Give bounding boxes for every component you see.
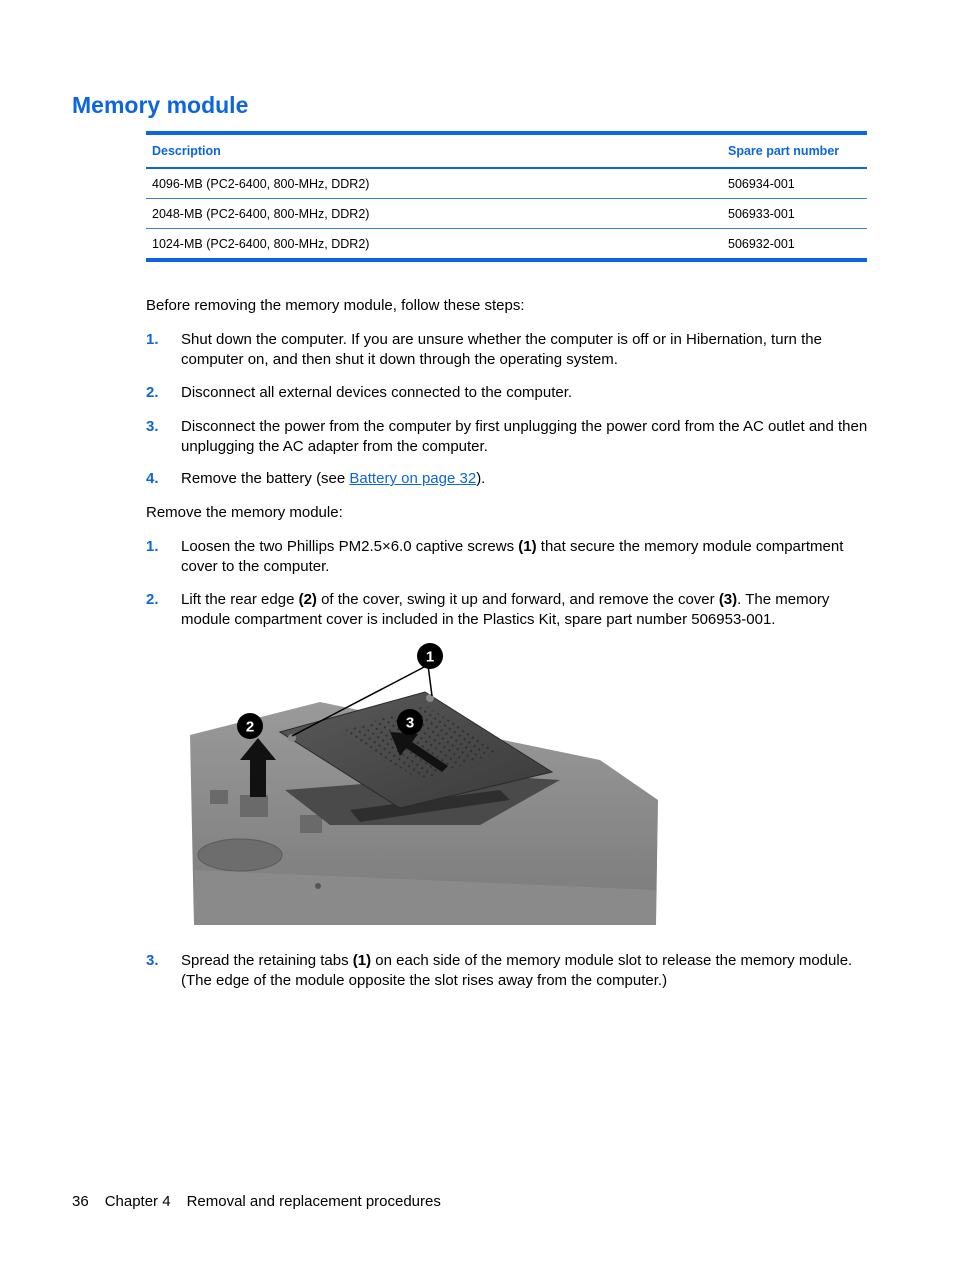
step-text-part: Loosen the two Phillips PM2.5×6.0 captive screws bbox=[181, 538, 519, 555]
table-header-row bbox=[146, 133, 867, 168]
step-number: 3. bbox=[146, 952, 159, 969]
table-row bbox=[146, 168, 867, 199]
table-cell-part-number: 506932-001 bbox=[728, 236, 795, 251]
step-number: 1. bbox=[146, 538, 159, 555]
callout-reference: (2) bbox=[298, 591, 317, 608]
callout-1-label: 1 bbox=[425, 648, 435, 666]
battery-page-link[interactable]: Battery on page 32 bbox=[349, 470, 477, 487]
step-text bbox=[181, 469, 868, 489]
page-footer bbox=[72, 1193, 457, 1210]
table-cell-description: 2048-MB (PC2-6400, 800-MHz, DDR2) bbox=[146, 199, 722, 229]
callout-2-label: 2 bbox=[245, 718, 255, 736]
step-number: 2. bbox=[146, 384, 159, 401]
column-header-description: Description bbox=[146, 133, 722, 168]
table-row bbox=[146, 229, 867, 261]
callout-reference: (1) bbox=[352, 952, 372, 969]
step-number: 1. bbox=[146, 331, 159, 348]
chapter-label: Chapter 4 bbox=[104, 1193, 171, 1210]
section-title: Memory module bbox=[72, 92, 249, 118]
table-cell-description: 1024-MB (PC2-6400, 800-MHz, DDR2) bbox=[152, 236, 370, 251]
column-header-spare-part-number: Spare part number bbox=[722, 133, 867, 168]
step-text bbox=[181, 951, 868, 990]
step-number: 4. bbox=[146, 470, 159, 487]
callout-3-label: 3 bbox=[405, 714, 415, 732]
intro-paragraph: Before removing the memory module, follow these steps: bbox=[146, 297, 525, 314]
table-cell-part-number: 506934-001 bbox=[722, 168, 867, 199]
step-text-part: of the cover, swing it up and forward, and remove the cover bbox=[316, 591, 719, 608]
table-cell-description: 4096-MB (PC2-6400, 800-MHz, DDR2) bbox=[146, 168, 722, 199]
step-text-part: Spread the retaining tabs bbox=[181, 952, 353, 969]
step-text-part: on each side of the memory module slot to release the memory module. (The edge of the module opposite the slot rises away from the computer.) bbox=[181, 952, 853, 989]
step-number: 3. bbox=[146, 418, 159, 435]
step-text-part: ). bbox=[476, 470, 486, 487]
step-text: Shut down the computer. If you are unsure whether the computer is off or in Hibernation, turn the computer on, and then shut it down through the operating system. bbox=[181, 331, 822, 368]
step-text-part: Lift the rear edge bbox=[181, 591, 299, 608]
captive-screw-icon bbox=[426, 694, 434, 702]
spare-parts-table bbox=[146, 131, 867, 262]
memory-cover-removal-illustration bbox=[180, 640, 662, 932]
remove-intro-paragraph: Remove the memory module: bbox=[146, 504, 343, 521]
step-text bbox=[181, 537, 868, 576]
table-cell-part-number: 506933-001 bbox=[722, 199, 867, 229]
step-text: Disconnect all external devices connected to the computer. bbox=[181, 384, 573, 401]
callout-reference: (1) bbox=[518, 538, 537, 555]
section-label: Removal and replacement procedures bbox=[186, 1193, 441, 1210]
step-number: 2. bbox=[146, 591, 159, 608]
page-number: 36 bbox=[72, 1193, 89, 1210]
step-text-part: that secure the memory module compartment cover to the computer. bbox=[181, 538, 844, 575]
step-text-part: . The memory module compartment cover is included in the Plastics Kit, spare part number 506953-001. bbox=[181, 591, 830, 628]
step-text bbox=[181, 590, 868, 629]
step-text: Disconnect the power from the computer by first unplugging the power cord from the AC outlet and then unplugging the AC adapter from the computer. bbox=[181, 418, 868, 455]
callout-reference: (3) bbox=[718, 591, 738, 608]
step-text-part: Remove the battery (see bbox=[181, 470, 350, 487]
table-row bbox=[146, 199, 867, 229]
